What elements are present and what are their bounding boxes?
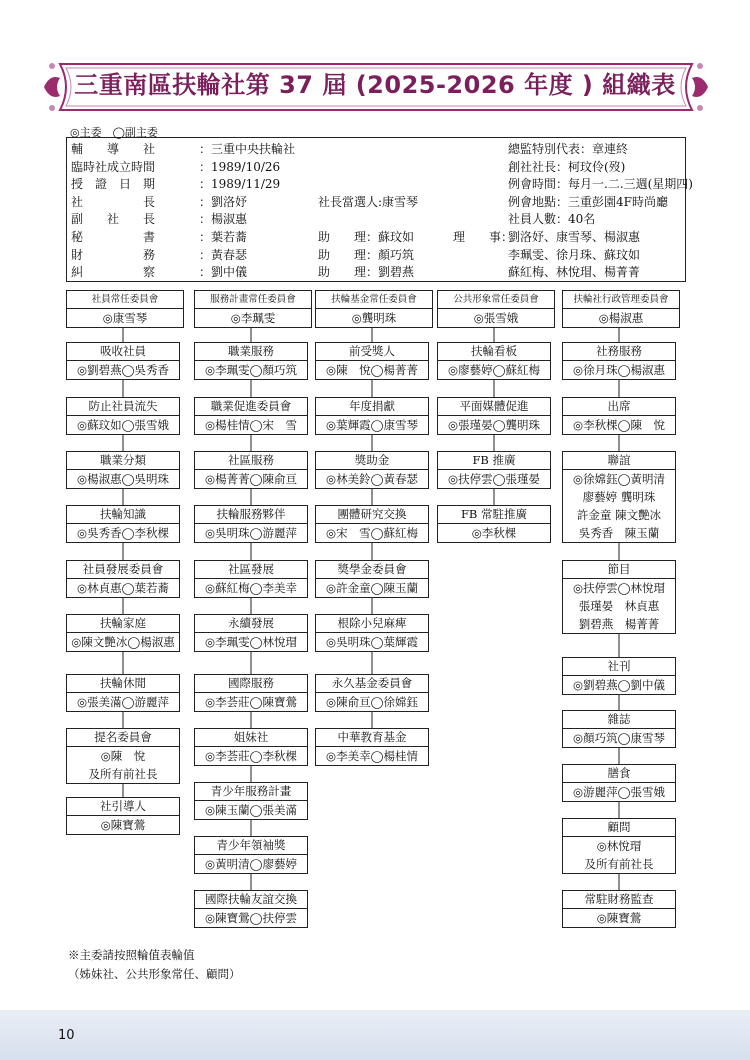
member-names: ◎楊淑惠◯吳明珠 xyxy=(77,472,169,486)
member-names: ◎林悅瑁 xyxy=(596,839,642,853)
committee-name: 扶輪基金常任委員會 xyxy=(316,291,432,309)
member-names: ◎葉輝霞◯康雪琴 xyxy=(326,418,418,432)
subcommittee-box xyxy=(315,397,429,435)
subcommittee-box xyxy=(315,674,429,712)
subcommittee-name: 吸收社員 xyxy=(67,343,179,361)
subcommittee-box xyxy=(66,451,180,489)
info-cell: 臨時社成立時間 xyxy=(71,159,156,174)
member-names: 劉碧燕 楊菁菁 xyxy=(578,617,660,631)
subcommittee-name: 團體研究交換 xyxy=(316,506,428,524)
subcommittee-name: 扶輪知識 xyxy=(67,506,179,524)
subcommittee-box xyxy=(194,397,308,435)
subcommittee-box xyxy=(562,397,676,435)
member-names: ◎陳 悅 xyxy=(100,749,146,763)
subcommittee-name: 扶輪家庭 xyxy=(67,615,179,633)
info-cell: 授 證 日 期 xyxy=(71,177,156,192)
subcommittee-name: 職業服務 xyxy=(195,343,307,361)
subcommittee-name: 職業分類 xyxy=(67,452,179,470)
member-names: ◎李荟莊◯陳寶鶯 xyxy=(205,695,297,709)
member-names: ◎劉碧燕◯劉中儀 xyxy=(573,678,665,692)
info-cell: 糾 察 xyxy=(71,265,156,280)
member-names: ◎陳寶鶯 xyxy=(100,818,146,832)
info-cell: 社 長 xyxy=(71,194,156,209)
info-cell: ：黃春瑟 xyxy=(199,247,248,262)
member-names: ◎陳俞亘◯徐嫦鈺 xyxy=(326,695,418,709)
member-names: ◎李秋棵◯陳 悅 xyxy=(573,418,665,432)
info-cell: 總監特別代表：章連終 xyxy=(508,142,629,156)
member-names: ◎廖藝婷◯蘇紅梅 xyxy=(448,363,540,377)
page-title: 三重南區扶輪社第 37 屆 (2025-2026 年度 ) 組織表 xyxy=(74,71,676,99)
subcommittee-name: 國際扶輪友誼交換 xyxy=(195,891,307,909)
member-names: ◎林貞惠◯葉若蕎 xyxy=(77,581,169,595)
committee-box xyxy=(562,290,680,328)
info-cell: 社長當選人:康雪琴 xyxy=(318,194,419,209)
info-cell: 副 社 長 xyxy=(71,212,156,227)
committee-name: 服務計畫常任委員會 xyxy=(195,291,311,309)
subcommittee-box xyxy=(315,451,429,489)
subcommittee-box xyxy=(194,674,308,712)
info-cell: 例會時間：每月一.二.三週(星期四) xyxy=(508,177,693,192)
committee-box xyxy=(315,290,433,328)
subcommittee-box xyxy=(562,451,676,543)
subcommittee-box xyxy=(194,451,308,489)
subcommittee-name: 節目 xyxy=(563,561,675,579)
member-names: ◎黃明清◯廖藝婷 xyxy=(205,857,297,871)
subcommittee-box xyxy=(194,728,308,766)
subcommittee-box xyxy=(194,890,308,928)
info-cell: ：1989/11/29 xyxy=(199,177,281,192)
subcommittee-name: 膳食 xyxy=(563,765,675,783)
subcommittee-name: 國際服務 xyxy=(195,675,307,693)
subcommittee-box xyxy=(66,728,180,784)
member-names: ◎李秋棵 xyxy=(471,526,517,540)
subcommittee-name: 永久基金委員會 xyxy=(316,675,428,693)
subcommittee-name: 顧問 xyxy=(563,819,675,837)
subcommittee-name: 扶輪看板 xyxy=(438,343,550,361)
subcommittee-box xyxy=(66,797,180,835)
member-names: ◎楊桂情◯宋 雪 xyxy=(205,418,297,432)
subcommittee-box xyxy=(437,342,551,380)
info-cell: 秘 書 xyxy=(71,230,156,244)
info-cell: 助 理：劉碧燕 xyxy=(318,265,415,280)
subcommittee-name: 平面媒體促進 xyxy=(438,398,550,416)
subcommittee-box xyxy=(315,560,429,598)
member-names: 吳秀香 陳玉蘭 xyxy=(578,526,660,540)
committee-name: 公共形象常任委員會 xyxy=(438,291,554,309)
page-footer-background xyxy=(0,1010,750,1060)
info-cell: ：劉中儀 xyxy=(199,265,248,280)
committee-box xyxy=(194,290,312,328)
member-names: ◎張雪娥 xyxy=(473,311,519,325)
member-names: ◎楊菁菁◯陳俞亘 xyxy=(205,472,297,486)
subcommittee-name: 前受獎人 xyxy=(316,343,428,361)
info-cell: 理 事： xyxy=(453,230,514,244)
info-cell: ：楊淑惠 xyxy=(199,212,248,227)
subcommittee-box xyxy=(562,818,676,874)
subcommittee-name: 中華教育基金 xyxy=(316,729,428,747)
member-names: 張瑾晏 林貞惠 xyxy=(578,599,660,613)
subcommittee-name: 聯誼 xyxy=(563,452,675,470)
member-names: 廖藝婷 龔明珠 xyxy=(582,490,656,504)
subcommittee-name: 提名委員會 xyxy=(67,729,179,747)
subcommittee-name: 出席 xyxy=(563,398,675,416)
member-names: ◎吳明珠◯葉輝霞 xyxy=(326,635,418,649)
footnote-line: ※主委請按照輪值表輪值 xyxy=(68,948,195,962)
subcommittee-box xyxy=(66,397,180,435)
info-cell: ：三重中央扶輪社 xyxy=(199,142,296,156)
info-cell: ：劉洛妤 xyxy=(199,194,248,209)
member-names: 及所有前社長 xyxy=(88,767,158,781)
member-names: ◎許金童◯陳玉蘭 xyxy=(326,581,418,595)
subcommittee-name: 姐妹社 xyxy=(195,729,307,747)
info-cell: 助 理：顏巧筑 xyxy=(318,247,415,262)
member-names: ◎游麗萍◯張雪娥 xyxy=(573,785,665,799)
member-names: 及所有前社長 xyxy=(584,857,654,871)
footnote xyxy=(68,946,241,984)
subcommittee-box xyxy=(194,614,308,652)
subcommittee-name: 社刊 xyxy=(563,658,675,676)
info-cell: 劉洛妤、康雪琴、楊淑惠 xyxy=(508,230,641,244)
member-names: ◎張美滿◯游麗萍 xyxy=(77,695,169,709)
subcommittee-box xyxy=(562,890,676,928)
subcommittee-box xyxy=(66,674,180,712)
info-cell: 財 務 xyxy=(71,247,156,262)
subcommittee-box xyxy=(194,342,308,380)
subcommittee-name: 防止社員流失 xyxy=(67,398,179,416)
subcommittee-box xyxy=(315,342,429,380)
member-names: ◎陳文艷冰◯楊淑惠 xyxy=(71,635,175,649)
info-cell: 創社社長：柯玟伶(歿) xyxy=(508,159,626,174)
subcommittee-box xyxy=(562,560,676,634)
committee-box xyxy=(437,290,555,328)
member-names: ◎李荟莊◯李秋棵 xyxy=(205,749,297,763)
subcommittee-box xyxy=(194,782,308,820)
subcommittee-name: 社區發展 xyxy=(195,561,307,579)
legend: ◎主委 ◯副主委 xyxy=(70,126,158,139)
subcommittee-name: 雜誌 xyxy=(563,711,675,729)
subcommittee-name: 常駐財務監查 xyxy=(563,891,675,909)
committee-name: 社員常任委員會 xyxy=(67,291,183,309)
subcommittee-box xyxy=(437,505,551,543)
footnote-line: （姊妹社、公共形象常任、顧問） xyxy=(68,967,241,981)
info-cell: ：1989/10/26 xyxy=(199,159,281,174)
subcommittee-name: 社務服務 xyxy=(563,343,675,361)
subcommittee-box xyxy=(562,764,676,802)
subcommittee-box xyxy=(315,728,429,766)
subcommittee-name: 扶輪服務夥伴 xyxy=(195,506,307,524)
info-cell: 社員人數：40名 xyxy=(508,212,596,227)
member-names: ◎顏巧筑◯康雪琴 xyxy=(573,731,665,745)
subcommittee-name: 青少年領袖獎 xyxy=(195,837,307,855)
subcommittee-box xyxy=(437,397,551,435)
member-names: ◎徐嫦鈺◯黃明清 xyxy=(573,472,665,486)
member-names: ◎陳寶鶯 xyxy=(596,911,642,925)
subcommittee-box xyxy=(66,560,180,598)
subcommittee-box xyxy=(437,451,551,489)
member-names: ◎李珮雯◯林悅瑁 xyxy=(205,635,297,649)
member-names: ◎劉碧燕◯吳秀香 xyxy=(77,363,169,377)
member-names: ◎陳玉蘭◯張美滿 xyxy=(205,803,297,817)
committee-name: 扶輪社行政管理委員會 xyxy=(563,291,679,309)
subcommittee-name: 扶輪休閒 xyxy=(67,675,179,693)
member-names: ◎林美鈴◯黃春瑟 xyxy=(326,472,418,486)
member-names: ◎扶停雲◯林悅瑁 xyxy=(573,581,665,595)
subcommittee-box xyxy=(66,505,180,543)
member-names: ◎吳明珠◯游麗萍 xyxy=(205,526,297,540)
subcommittee-name: FB 常駐推廣 xyxy=(438,506,550,524)
member-names: 許金童 陳文艷冰 xyxy=(576,508,662,522)
committee-box xyxy=(66,290,184,328)
member-names: ◎李珮雯 xyxy=(230,311,276,325)
subcommittee-name: 年度捐獻 xyxy=(316,398,428,416)
subcommittee-box xyxy=(194,560,308,598)
subcommittee-name: 青少年服務計畫 xyxy=(195,783,307,801)
member-names: ◎楊淑惠 xyxy=(598,311,644,325)
member-names: ◎扶停雲◯張瑾晏 xyxy=(448,472,540,486)
info-cell: 李珮雯、徐月珠、蘇玟如 xyxy=(508,247,641,262)
subcommittee-name: 社引導人 xyxy=(67,798,179,816)
member-names: ◎康雪琴 xyxy=(102,311,148,325)
subcommittee-box xyxy=(66,342,180,380)
member-names: ◎張瑾晏◯龔明珠 xyxy=(448,418,540,432)
info-cell: 蘇紅梅、林悅瑁、楊菁菁 xyxy=(508,265,641,280)
info-cell: 輔 導 社 xyxy=(71,142,156,156)
subcommittee-box xyxy=(562,342,676,380)
member-names: ◎陳寶鶯◯扶停雲 xyxy=(205,911,297,925)
info-cell: 例會地點：三重彭園4F時尚廳 xyxy=(508,194,668,209)
member-names: ◎李珮雯◯顏巧筑 xyxy=(205,363,297,377)
subcommittee-name: FB 推廣 xyxy=(438,452,550,470)
info-cell: ：葉若蕎 xyxy=(199,230,248,244)
subcommittee-name: 獎助金 xyxy=(316,452,428,470)
subcommittee-name: 社員發展委員會 xyxy=(67,561,179,579)
info-cell: 助 理：蘇玟如 xyxy=(318,230,415,244)
member-names: ◎宋 雪◯蘇紅梅 xyxy=(326,526,418,540)
subcommittee-name: 獎學金委員會 xyxy=(316,561,428,579)
subcommittee-name: 永續發展 xyxy=(195,615,307,633)
subcommittee-box xyxy=(194,505,308,543)
subcommittee-box xyxy=(194,836,308,874)
member-names: ◎蘇紅梅◯李美幸 xyxy=(205,581,297,595)
member-names: ◎龔明珠 xyxy=(351,311,397,325)
subcommittee-name: 職業促進委員會 xyxy=(195,398,307,416)
member-names: ◎李美幸◯楊桂情 xyxy=(326,749,418,763)
subcommittee-box xyxy=(562,710,676,748)
subcommittee-box xyxy=(562,657,676,695)
member-names: ◎陳 悅◯楊菁菁 xyxy=(326,363,418,377)
page-number: 10 xyxy=(58,1028,75,1043)
member-names: ◎蘇玟如◯張雪娥 xyxy=(77,418,169,432)
member-names: ◎徐月珠◯楊淑惠 xyxy=(573,363,665,377)
subcommittee-box xyxy=(315,614,429,652)
subcommittee-box xyxy=(66,614,180,652)
subcommittee-name: 社區服務 xyxy=(195,452,307,470)
subcommittee-box xyxy=(315,505,429,543)
subcommittee-name: 根除小兒麻痺 xyxy=(316,615,428,633)
member-names: ◎吳秀香◯李秋棵 xyxy=(77,526,169,540)
